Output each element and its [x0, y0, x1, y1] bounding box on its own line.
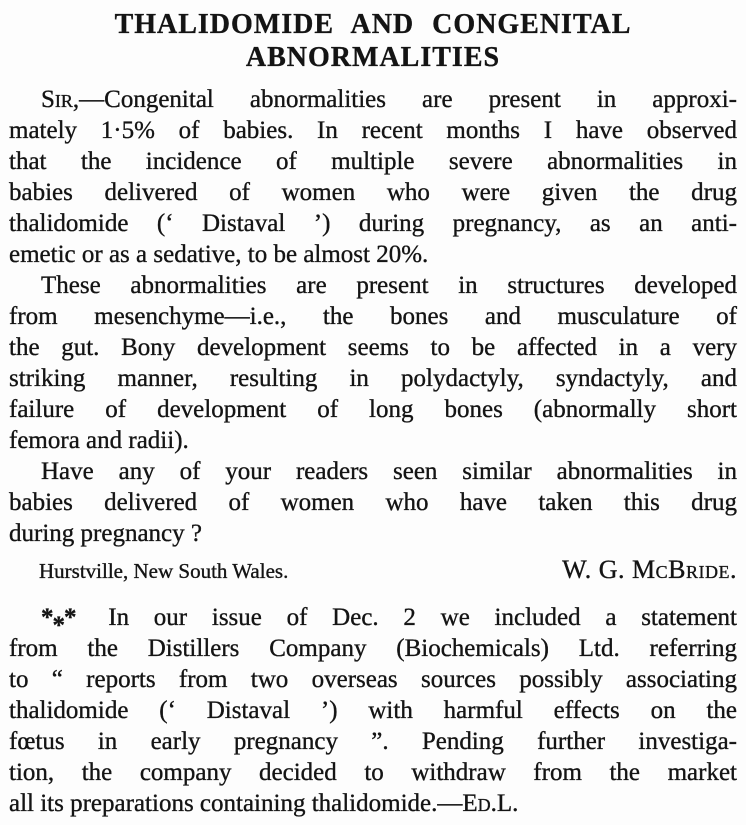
body-line: thalidomide (‘ Distaval ’) with harmful effects on the	[9, 697, 737, 724]
body-line: emetic or as a sedative, to be almost 20%.	[9, 241, 429, 268]
title-line-1: THALIDOMIDE AND CONGENITAL	[114, 9, 632, 40]
editor-note	[9, 602, 737, 819]
body-line: from mesenchyme—i.e., the bones and musculature of	[9, 303, 737, 330]
body-line	[9, 84, 737, 115]
body-line: thalidomide (‘ Distaval ’) during pregnancy, as an anti-	[9, 210, 737, 237]
body-line: during pregnancy ?	[9, 520, 202, 547]
salutation: Sir	[41, 86, 73, 113]
asterism-icon: ***	[41, 604, 76, 639]
signature-location: Hurstville, New South Wales.	[39, 559, 289, 583]
body-line	[9, 788, 737, 819]
body-text: all its preparations containing thalidomide.—	[9, 790, 463, 817]
body-line: babies delivered of women who have taken this drug	[9, 489, 737, 516]
body-line: failure of development of long bones (abnormally short	[9, 396, 737, 423]
body-line: mately 1·5% of babies. In recent months I have observed	[9, 117, 737, 144]
body-line: babies delivered of women who were given the drug	[9, 179, 737, 206]
body-line	[9, 602, 737, 639]
body-line: striking manner, resulting in polydactyly, syndactyly, and	[9, 365, 737, 392]
body-text: In our issue of Dec. 2 we included a statement	[83, 604, 737, 631]
paragraph-3	[9, 456, 737, 549]
body-line: Have any of your readers seen similar abnormalities in	[41, 458, 737, 485]
body-line: fœtus in early pregnancy ”. Pending further investiga-	[9, 728, 737, 755]
body-line: from the Distillers Company (Biochemicals) Ltd. referring	[9, 635, 737, 662]
signature-name: W. G. McBride.	[562, 555, 737, 584]
letter-title	[9, 8, 737, 74]
paragraph-2	[9, 270, 737, 456]
paragraph-1	[9, 84, 737, 270]
body-line: that the incidence of multiple severe abnormalities in	[9, 148, 737, 175]
editor-signoff: Ed.L.	[462, 790, 519, 817]
body-line: tion, the company decided to withdraw from the market	[9, 759, 737, 786]
body-line: the gut. Bony development seems to be affected in a very	[9, 334, 737, 361]
body-line: These abnormalities are present in structures developed	[41, 272, 737, 299]
body-line: to “ reports from two overseas sources possibly associating	[9, 666, 737, 693]
signature-row	[9, 556, 737, 585]
body-line: femora and radii).	[9, 427, 189, 454]
body-text: ,—Congenital abnormalities are present in approxi-	[72, 86, 737, 113]
title-line-2: ABNORMALITIES	[245, 42, 501, 73]
